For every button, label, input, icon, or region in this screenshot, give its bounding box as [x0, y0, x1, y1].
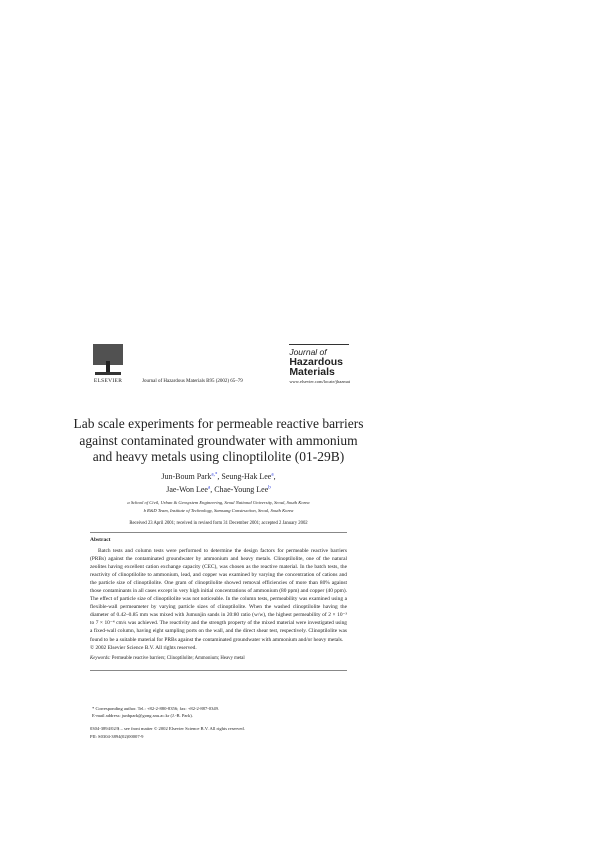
issn-info	[90, 725, 347, 741]
received-dates: Received 23 April 2001; received in revised form 31 December 2001; accepted 2 January 2002	[129, 520, 308, 526]
journal-url[interactable]: www.elsevier.com/locate/jhazmat	[289, 379, 350, 384]
issn-line: 0304-3894/02/$ – see front matter © 2002 Elsevier Science B.V. All rights reserved.	[90, 725, 245, 731]
author: Seung-Hak Lee	[221, 471, 272, 481]
keywords-text: Permeable reactive barriers; Clinoptilolite; Ammonium; Heavy metal	[110, 655, 245, 661]
copyright: © 2002 Elsevier Science B.V. All rights reserved.	[90, 644, 197, 651]
pii-line: PII: S0304-3894(02)00007-9	[90, 733, 144, 739]
separator: ,	[210, 484, 215, 494]
publisher-name: ELSEVIER	[93, 378, 123, 384]
journal-block	[289, 344, 350, 384]
separator: ,	[217, 471, 222, 481]
publisher-block	[88, 343, 128, 384]
author-affiliation-mark[interactable]: a,*	[211, 471, 218, 477]
author: Jun-Boum Park	[161, 471, 212, 481]
abstract-heading: Abstract	[90, 536, 111, 543]
journal-logo	[289, 347, 350, 377]
separator: ,	[273, 471, 276, 481]
footnotes	[90, 705, 347, 719]
elsevier-tree-logo	[91, 343, 125, 377]
journal-name-line: Journal of	[289, 347, 327, 357]
paper-title: Lab scale experiments for permeable reactive barriers against contaminated groundwater with ammonium and heavy metals using clinoptilolite (01-29B)	[73, 416, 364, 464]
author-affiliation-mark[interactable]: b	[268, 484, 271, 490]
keywords-label: Keywords:	[90, 655, 111, 661]
divider	[90, 532, 347, 533]
author: Jae-Won Lee	[166, 484, 208, 494]
affiliations	[60, 499, 377, 515]
abstract-text: Batch tests and column tests were performed to determine the design factors for permeable reactive barriers (PRBs) against the contaminated groundwater by ammonium and heavy metals. Clinoptilolite, one of the natural zeolites having excellent cation exchange capacity (CEC), was chosen as the reactive material. In the batch tests, the reactivity of clinoptilolite to ammonium, lead, and copper was examined by varying the concentration of cations and the particle size of clinoptilolite. One gram of clinoptilolite showed removal efficiencies of more than 80% against those contaminants in all cases except in very high initial concentrations of ammonium (80 ppm) and copper (40 ppm). The effect of particle size of clinoptilolite was not noticeable. In the column tests, permeability was examined using a flexible-wall permeameter by varying particle sizes of clinoptilolite. When the washed clinoptilolite having the diameter of 0.42–0.85 mm was mixed with Jumunjin sands in 20:80 ratio (w/w), the highest permeability of 2 × 10⁻³ to 7 × 10⁻⁴ cm/s was achieved. The reactivity and the strength property of the mixed material were investigated using a fixed-wall column, having eight sampling ports on the wall, and the direct shear test, respectively. Clinoptilolite was found to be a suitable material for PRBs against the contaminated groundwater with ammonium and/or heavy metals.	[90, 547, 347, 643]
keywords	[90, 655, 347, 662]
journal-rule	[289, 344, 349, 345]
journal-name-line: Materials	[289, 366, 335, 378]
journal-header	[88, 343, 350, 384]
footnote: * Corresponding author. Tel.: +82-2-880-8356; fax: +82-2-887-0349.	[92, 705, 220, 711]
affiliation: a School of Civil, Urban & Geosystem Engineering, Seoul National University, Seoul, South Korea	[127, 499, 310, 505]
author-affiliation-mark[interactable]: a	[271, 471, 274, 477]
footnote: E-mail address: junbpark@gong.snu.ac.kr (J.-B. Park).	[92, 712, 193, 718]
author: Chae-Young Lee	[214, 484, 269, 494]
article-column	[73, 416, 364, 741]
journal-reference: Journal of Hazardous Materials B95 (2002) 65–79	[142, 379, 243, 384]
journal-name-line: Hazardous	[289, 356, 343, 368]
divider	[90, 670, 347, 671]
author-list	[90, 470, 347, 496]
affiliation: b R&D Team, Institute of Technology, Samsung Construction, Seoul, South Korea	[143, 507, 294, 513]
author-affiliation-mark[interactable]: a	[207, 484, 211, 490]
